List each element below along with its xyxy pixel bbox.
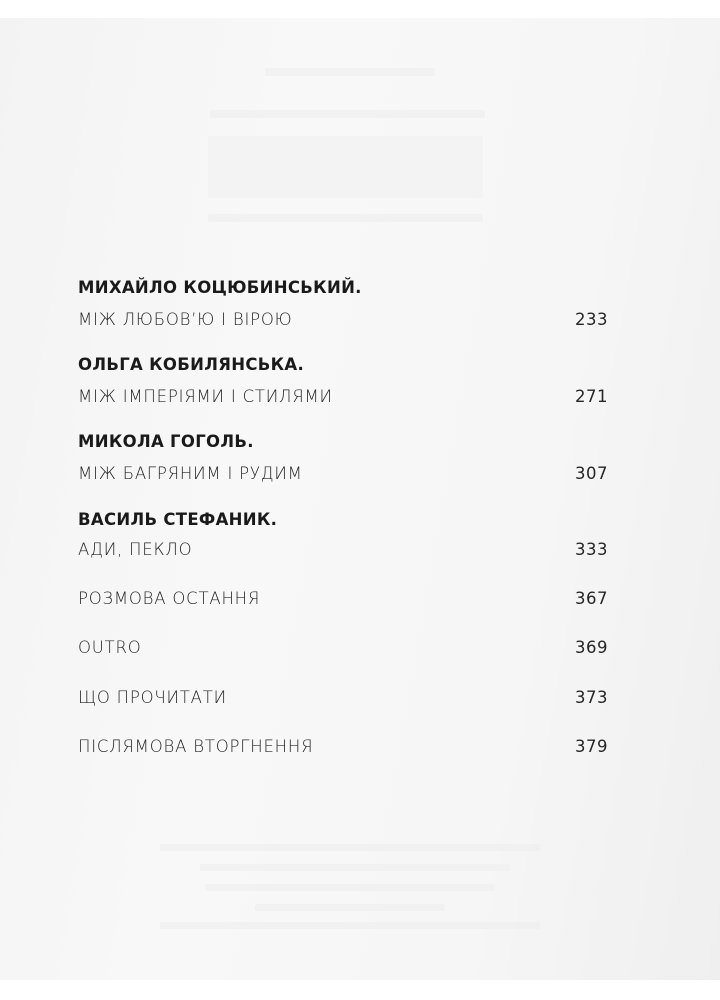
toc-title-row[interactable] bbox=[78, 464, 608, 488]
bleed-through-text bbox=[160, 844, 540, 851]
toc-page-number: 233 bbox=[575, 310, 608, 329]
bleed-through-text bbox=[200, 864, 510, 871]
toc-author: МИКОЛА ГОГОЛЬ. bbox=[78, 432, 254, 451]
toc-page-number: 307 bbox=[575, 464, 608, 483]
bleed-through-text bbox=[208, 214, 483, 222]
toc-page-number: 373 bbox=[575, 688, 608, 707]
toc-page-number: 367 bbox=[575, 589, 608, 608]
toc-title-row[interactable] bbox=[78, 589, 608, 613]
bleed-through-text bbox=[205, 884, 495, 891]
bleed-through-text bbox=[210, 110, 485, 118]
toc-author: ОЛЬГА КОБИЛЯНСЬКА. bbox=[78, 355, 305, 374]
toc-title: АДИ, ПЕКЛО bbox=[78, 540, 193, 559]
toc-title: МІЖ ЛЮБОВ’Ю І ВІРОЮ bbox=[78, 310, 293, 329]
toc-page-number: 369 bbox=[575, 638, 608, 657]
toc-title-row[interactable] bbox=[78, 310, 608, 334]
toc-title-row[interactable] bbox=[78, 688, 608, 712]
toc-page-number: 379 bbox=[575, 737, 608, 756]
toc-title: РОЗМОВА ОСТАННЯ bbox=[78, 589, 261, 608]
toc-title-row[interactable] bbox=[78, 638, 608, 662]
toc-page-number: 333 bbox=[575, 540, 608, 559]
bleed-through-text bbox=[255, 904, 445, 911]
toc-title-row[interactable] bbox=[78, 737, 608, 761]
toc-title: OUTRO bbox=[78, 638, 142, 657]
toc-title: МІЖ ІМПЕРІЯМИ І СТИЛЯМИ bbox=[78, 387, 333, 406]
toc-title: ЩО ПРОЧИТАТИ bbox=[78, 688, 227, 707]
bleed-through-text bbox=[160, 922, 540, 929]
toc-author: МИХАЙЛО КОЦЮБИНСЬКИЙ. bbox=[78, 278, 362, 297]
toc-page-number: 271 bbox=[575, 387, 608, 406]
book-page bbox=[0, 18, 720, 980]
toc-title-row[interactable] bbox=[78, 540, 608, 564]
toc-title-row[interactable] bbox=[78, 387, 608, 411]
bleed-through-text bbox=[265, 68, 435, 76]
bleed-through-title bbox=[208, 136, 483, 198]
toc-title: МІЖ БАГРЯНИМ І РУДИМ bbox=[78, 464, 303, 483]
toc-author: ВАСИЛЬ СТЕФАНИК. bbox=[78, 510, 278, 529]
toc-title: ПІСЛЯМОВА ВТОРГНЕННЯ bbox=[78, 737, 314, 756]
